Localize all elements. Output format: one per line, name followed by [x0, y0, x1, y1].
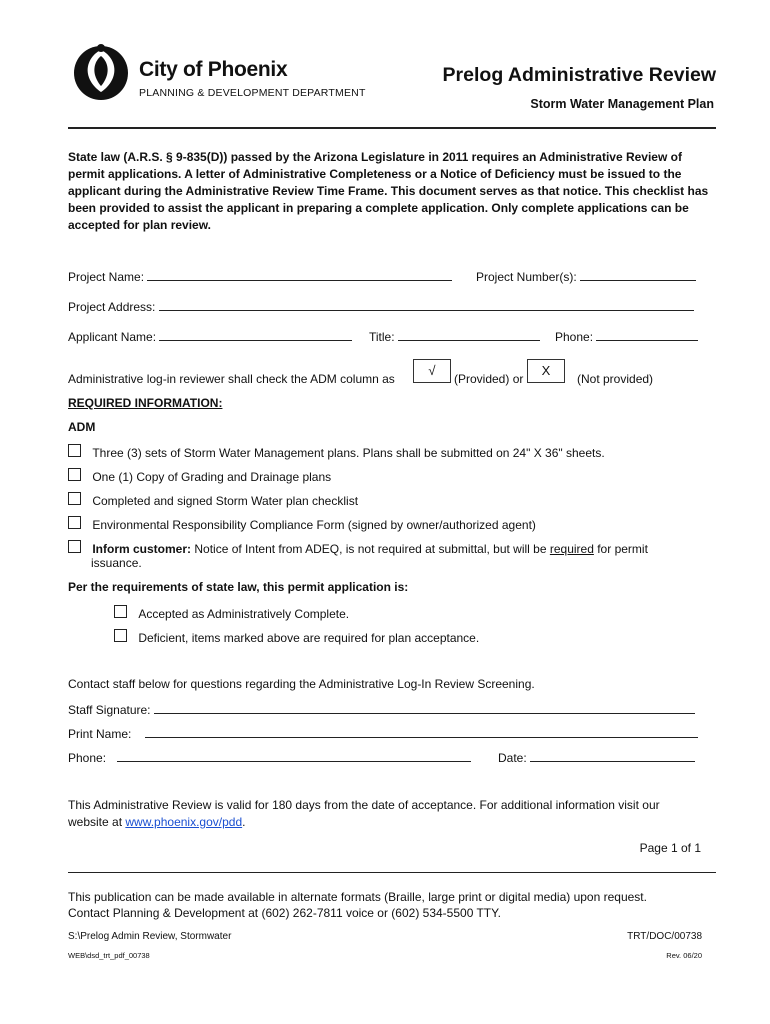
validity-text-b: website at — [68, 815, 126, 829]
applicant-name-label: Applicant Name: — [68, 330, 157, 344]
project-number-label: Project Number(s): — [476, 270, 577, 284]
outcome-label: Deficient, items marked above are required for plan acceptance. — [138, 631, 480, 645]
org-name: City of Phoenix — [139, 58, 288, 81]
checklist-item-label: Completed and signed Storm Water plan checklist — [92, 494, 359, 508]
checklist-item-label: Three (3) sets of Storm Water Management plans. Plans shall be submitted on 24" X 36" sheets. — [92, 446, 605, 460]
checklist-item-label: One (1) Copy of Grading and Drainage plans — [92, 470, 332, 484]
legend-text: Administrative log-in reviewer shall check the ADM column as — [68, 372, 395, 386]
document-title: Prelog Administrative Review — [442, 64, 716, 86]
provided-label: (Provided) or — [454, 372, 524, 386]
project-number-line[interactable] — [580, 268, 696, 281]
checklist-item — [68, 516, 536, 532]
staff-signature-line[interactable] — [154, 701, 695, 714]
phone-label: Phone: — [555, 330, 594, 344]
outcome-label: Accepted as Administratively Complete. — [138, 607, 350, 621]
state-law-heading: Per the requirements of state law, this permit application is: — [68, 580, 409, 594]
date-row — [498, 749, 695, 765]
footer-doc-code: TRT/DOC/00738 — [627, 931, 702, 942]
checkbox[interactable] — [68, 492, 81, 505]
staff-phone-row — [68, 749, 471, 765]
checkbox[interactable] — [68, 468, 81, 481]
adm-heading: ADM — [68, 420, 96, 434]
checklist-item — [68, 492, 358, 508]
checkbox[interactable] — [68, 444, 81, 457]
print-name-line[interactable] — [145, 725, 698, 738]
project-name-label: Project Name: — [68, 270, 145, 284]
title-row — [369, 328, 540, 344]
phone-row — [555, 328, 698, 344]
footer-divider — [68, 872, 716, 873]
page-number: Page 1 of 1 — [639, 841, 701, 855]
outcome-option — [114, 629, 479, 645]
checklist-item — [68, 468, 331, 484]
print-name-label: Print Name: — [68, 727, 132, 741]
outcome-option — [114, 605, 349, 621]
project-address-label: Project Address: — [68, 300, 156, 314]
inform-text-b: for permit — [593, 542, 648, 556]
validity-text-c: . — [242, 815, 246, 829]
project-number-row — [476, 268, 696, 284]
footer-line-1: This publication can be made available in alternate formats (Braille, large print or digital media) upon request. — [68, 890, 647, 904]
contact-text: Contact staff below for questions regarding the Administrative Log-In Review Screening. — [68, 677, 535, 691]
title-label: Title: — [369, 330, 395, 344]
inform-customer-item — [68, 540, 648, 556]
footer-line-2: Contact Planning & Development at (602) 262-7811 voice or (602) 534-5500 TTY. — [68, 906, 501, 920]
title-line[interactable] — [398, 328, 540, 341]
footer-rev: Rev. 06/20 — [666, 951, 702, 960]
website-link[interactable]: www.phoenix.gov/pdd — [125, 815, 243, 829]
applicant-name-line[interactable] — [159, 328, 352, 341]
applicant-name-row — [68, 328, 352, 344]
project-address-line[interactable] — [159, 298, 694, 311]
checkbox[interactable] — [114, 629, 127, 642]
footer-web-code: WEB\dsd_trt_pdf_00738 — [68, 951, 150, 960]
document-subtitle: Storm Water Management Plan — [530, 97, 714, 111]
validity-text-a: This Administrative Review is valid for 180 days from the date of acceptance. For additional information visit our — [68, 798, 660, 812]
footer-path: S:\Prelog Admin Review, Stormwater — [68, 931, 232, 942]
inform-text-a: Notice of Intent from ADEQ, is not required at submittal, but will be — [191, 542, 550, 556]
date-label: Date: — [498, 751, 527, 765]
phoenix-bird-logo-icon — [70, 40, 132, 102]
not-provided-label: (Not provided) — [577, 372, 654, 386]
inform-underlined: required — [549, 542, 594, 556]
date-line[interactable] — [530, 749, 695, 762]
project-name-line[interactable] — [147, 268, 452, 281]
project-address-row — [68, 298, 694, 314]
required-info-heading: REQUIRED INFORMATION: — [68, 396, 223, 410]
inform-customer-text — [92, 542, 648, 556]
header-divider — [68, 127, 716, 129]
staff-phone-line[interactable] — [117, 749, 471, 762]
not-provided-symbol-box: X — [527, 359, 565, 383]
validity-line-2 — [68, 815, 245, 829]
checkbox[interactable] — [68, 540, 81, 553]
print-name-row — [68, 725, 698, 741]
checkbox[interactable] — [114, 605, 127, 618]
checkbox[interactable] — [68, 516, 81, 529]
staff-signature-row — [68, 701, 695, 717]
inform-text-c: issuance. — [91, 556, 142, 570]
dept-name: PLANNING & DEVELOPMENT DEPARTMENT — [139, 87, 366, 99]
inform-customer-label: Inform customer: — [92, 542, 192, 556]
provided-symbol-box: √ — [413, 359, 451, 383]
staff-signature-label: Staff Signature: — [68, 703, 151, 717]
intro-paragraph: State law (A.R.S. § 9-835(D)) passed by the Arizona Legislature in 2011 requires an Administrative Review of permit applications. A letter of Administrative Completeness or a Notice of Deficiency must be issued to the applicant during the Administrative Review Time Frame. This document serves as that notice. This checklist has been provided to assist the applicant in preparing a complete application. Only complete applications can be accepted for plan review. — [68, 150, 709, 232]
project-name-row — [68, 268, 452, 284]
staff-phone-label: Phone: — [68, 751, 107, 765]
checklist-item — [68, 444, 605, 460]
phone-line[interactable] — [596, 328, 698, 341]
checklist-item-label: Environmental Responsibility Compliance Form (signed by owner/authorized agent) — [92, 518, 536, 532]
